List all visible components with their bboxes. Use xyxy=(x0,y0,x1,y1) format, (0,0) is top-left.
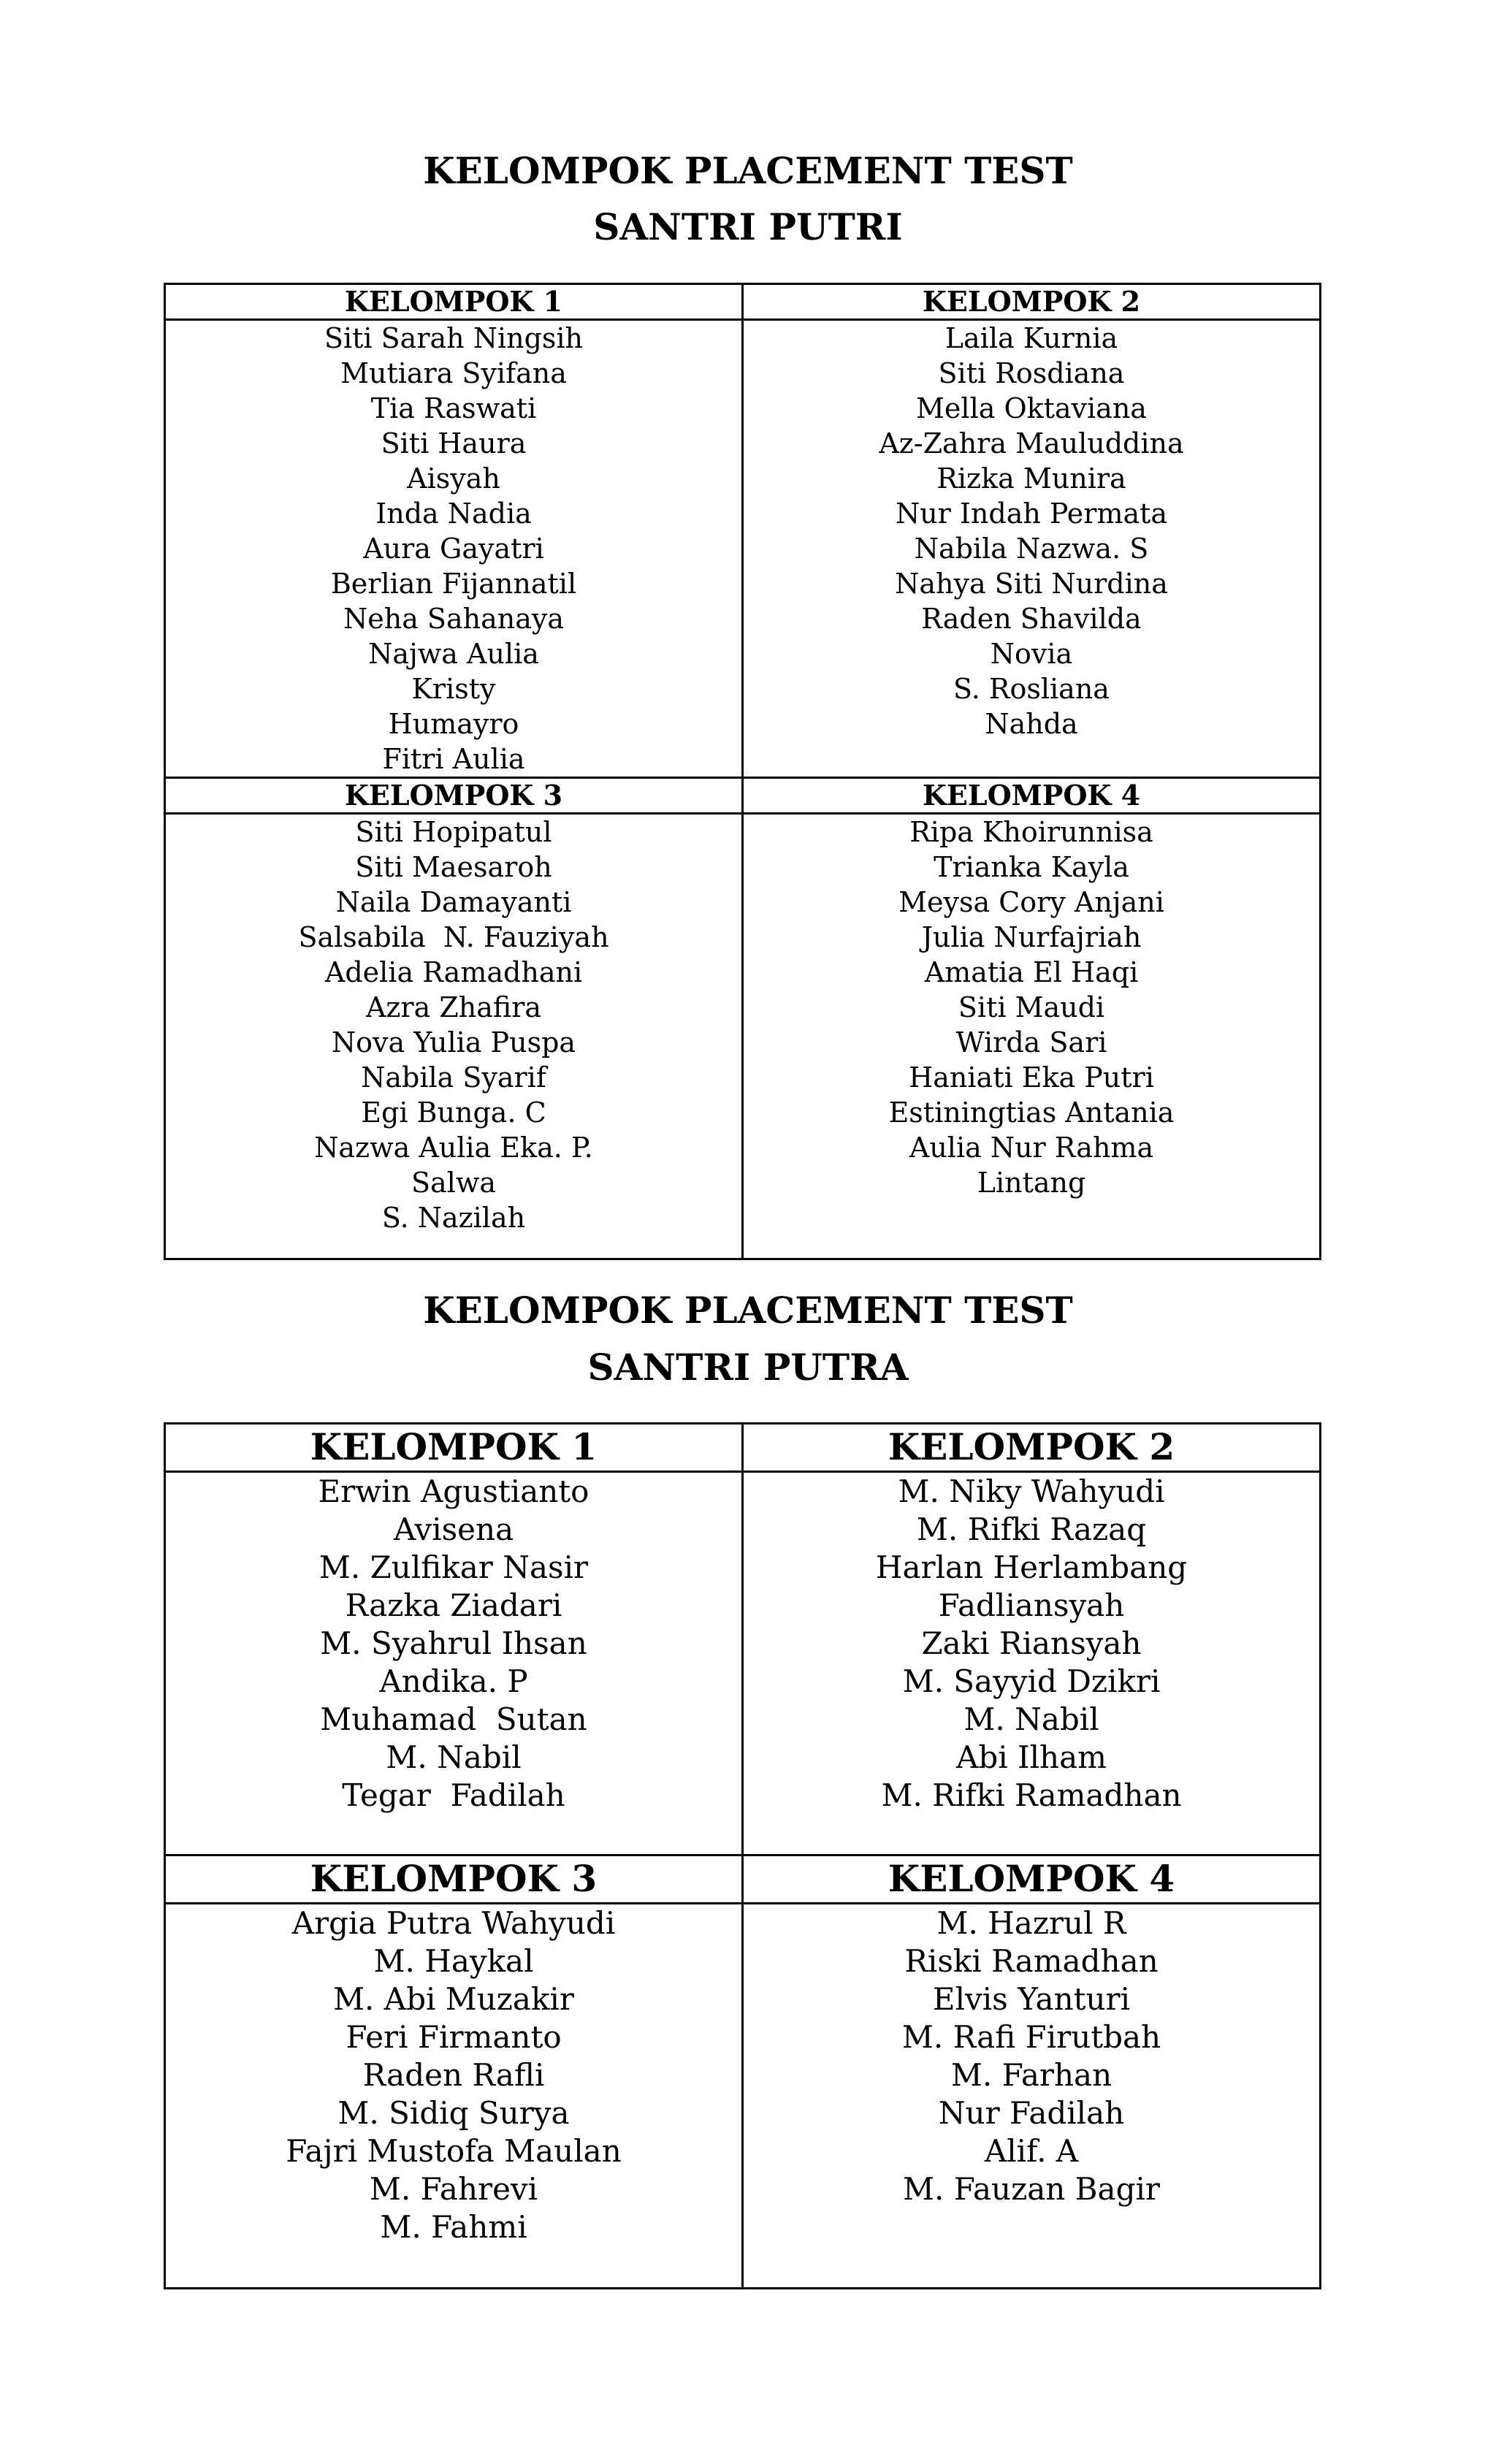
list-item: Naila Damayanti xyxy=(335,886,572,918)
group-cell xyxy=(743,814,1321,1259)
list-item: M. Abi Muzakir xyxy=(333,1981,574,2017)
list-item: M. Sayyid Dzikri xyxy=(902,1663,1161,1699)
list-item: Mella Oktaviana xyxy=(916,392,1147,424)
list-item: M. Rifki Razaq xyxy=(916,1511,1147,1547)
list-item: Mutiara Syifana xyxy=(340,357,567,389)
list-item: Siti Sarah Ningsih xyxy=(324,322,584,354)
putra-group-table xyxy=(164,1422,1321,2289)
list-item: Haniati Eka Putri xyxy=(909,1061,1154,1094)
list-item: Estiningtias Antania xyxy=(888,1096,1175,1129)
group-header: KELOMPOK 4 xyxy=(743,1855,1321,1904)
putra-subtitle: SANTRI PUTRA xyxy=(587,1346,909,1389)
list-item: Fadliansyah xyxy=(938,1587,1125,1623)
list-item: Ripa Khoirunnisa xyxy=(909,816,1153,848)
list-item: Salsabila N. Fauziyah xyxy=(298,921,609,953)
list-item: M. Hazrul R xyxy=(936,1905,1126,1941)
list-item: M. Rifki Ramadhan xyxy=(881,1777,1182,1813)
name-list xyxy=(166,815,741,1235)
name-list xyxy=(744,1473,1319,1815)
list-item: Nur Fadilah xyxy=(938,2095,1125,2131)
list-item: Rizka Munira xyxy=(936,462,1126,495)
putri-title: KELOMPOK PLACEMENT TEST xyxy=(423,149,1073,192)
list-item: M. Syahrul Ihsan xyxy=(320,1625,587,1661)
list-item: Tegar Fadilah xyxy=(342,1777,565,1813)
group-header: KELOMPOK 1 xyxy=(165,284,743,320)
list-item: Nazwa Aulia Eka. P. xyxy=(314,1132,593,1164)
list-item: Zaki Riansyah xyxy=(921,1625,1142,1661)
list-item: Humayro xyxy=(388,708,519,740)
list-item: S. Nazilah xyxy=(381,1202,526,1234)
list-item: Laila Kurnia xyxy=(944,322,1118,354)
list-item: M. Nabil xyxy=(963,1701,1099,1737)
name-list xyxy=(166,321,741,777)
list-item: Fajri Mustofa Maulan xyxy=(286,2133,622,2169)
list-item: M. Sidiq Surya xyxy=(337,2095,570,2131)
list-item: Az-Zahra Mauluddina xyxy=(879,427,1184,459)
list-item: Inda Nadia xyxy=(375,497,532,530)
name-list xyxy=(166,1904,741,2246)
list-item: Meysa Cory Anjani xyxy=(898,886,1164,918)
list-item: Argia Putra Wahyudi xyxy=(291,1905,616,1941)
list-item: M. Zulfikar Nasir xyxy=(318,1549,589,1585)
list-item: S. Rosliana xyxy=(953,673,1110,705)
list-item: Azra Zhafira xyxy=(365,991,542,1023)
putra-title: KELOMPOK PLACEMENT TEST xyxy=(423,1289,1073,1332)
list-item: Aura Gayatri xyxy=(363,533,544,565)
list-item: Harlan Herlambang xyxy=(875,1549,1188,1585)
list-item: Kristy xyxy=(411,673,496,705)
list-item: Fitri Aulia xyxy=(382,743,525,775)
list-item: Avisena xyxy=(393,1511,514,1547)
list-item: Aulia Nur Rahma xyxy=(909,1132,1154,1164)
group-cell xyxy=(165,320,743,778)
putri-group-table xyxy=(164,283,1321,1260)
name-list xyxy=(166,1473,741,1815)
list-item: Nur Indah Permata xyxy=(895,497,1168,530)
group-cell xyxy=(165,814,743,1259)
group-header: KELOMPOK 3 xyxy=(165,1855,743,1904)
list-item: Nahya Siti Nurdina xyxy=(895,568,1168,600)
group-cell xyxy=(743,1904,1321,2289)
list-item: Novia xyxy=(990,638,1073,670)
list-item: M. Nabil xyxy=(386,1739,522,1775)
list-item: M. Niky Wahyudi xyxy=(898,1473,1165,1509)
group-header: KELOMPOK 4 xyxy=(743,778,1321,814)
list-item: Siti Maudi xyxy=(958,991,1105,1023)
name-list xyxy=(744,815,1319,1200)
list-item: M. Fahrevi xyxy=(369,2171,538,2207)
group-cell xyxy=(743,1472,1321,1855)
name-list xyxy=(744,321,1319,741)
list-item: M. Fahmi xyxy=(380,2209,527,2245)
list-item: Lintang xyxy=(977,1167,1086,1199)
list-item: Muhamad Sutan xyxy=(320,1701,587,1737)
list-item: Elvis Yanturi xyxy=(932,1981,1131,2017)
group-cell xyxy=(165,1904,743,2289)
list-item: Raden Shavilda xyxy=(921,603,1142,635)
list-item: Najwa Aulia xyxy=(368,638,539,670)
list-item: Trianka Kayla xyxy=(934,851,1129,883)
name-list xyxy=(744,1904,1319,2208)
list-item: Nova Yulia Puspa xyxy=(331,1026,576,1059)
group-cell xyxy=(743,320,1321,778)
list-item: M. Farhan xyxy=(950,2057,1113,2093)
list-item: Nabila Syarif xyxy=(361,1061,546,1094)
list-item: Aisyah xyxy=(407,462,500,495)
list-item: M. Rafi Firutbah xyxy=(901,2019,1161,2055)
list-item: Nabila Nazwa. S xyxy=(914,533,1149,565)
group-header: KELOMPOK 2 xyxy=(743,1424,1321,1472)
list-item: Erwin Agustianto xyxy=(318,1473,589,1509)
list-item: Riski Ramadhan xyxy=(904,1943,1159,1979)
list-item: Abi Ilham xyxy=(956,1739,1107,1775)
group-cell xyxy=(165,1472,743,1855)
list-item: Alif. A xyxy=(984,2133,1079,2169)
list-item: M. Fauzan Bagir xyxy=(903,2171,1160,2207)
list-item: Wirda Sari xyxy=(955,1026,1107,1059)
group-header: KELOMPOK 1 xyxy=(165,1424,743,1472)
list-item: M. Haykal xyxy=(373,1943,534,1979)
list-item: Raden Rafli xyxy=(362,2057,545,2093)
list-item: Tia Raswati xyxy=(370,392,537,424)
list-item: Andika. P xyxy=(379,1663,528,1699)
list-item: Siti Hopipatul xyxy=(355,816,552,848)
list-item: Siti Haura xyxy=(381,427,527,459)
list-item: Julia Nurfajriah xyxy=(921,921,1142,953)
list-item: Salwa xyxy=(411,1167,497,1199)
list-item: Amatia El Haqi xyxy=(924,956,1139,988)
group-header: KELOMPOK 2 xyxy=(743,284,1321,320)
list-item: Egi Bunga. C xyxy=(361,1096,546,1129)
putri-subtitle: SANTRI PUTRI xyxy=(593,205,903,248)
list-item: Adelia Ramadhani xyxy=(324,956,583,988)
list-item: Neha Sahanaya xyxy=(343,603,564,635)
list-item: Nahda xyxy=(985,708,1078,740)
list-item: Siti Maesaroh xyxy=(355,851,552,883)
list-item: Razka Ziadari xyxy=(345,1587,562,1623)
group-header: KELOMPOK 3 xyxy=(165,778,743,814)
list-item: Berlian Fijannatil xyxy=(330,568,577,600)
list-item: Siti Rosdiana xyxy=(938,357,1125,389)
list-item: Feri Firmanto xyxy=(346,2019,562,2055)
